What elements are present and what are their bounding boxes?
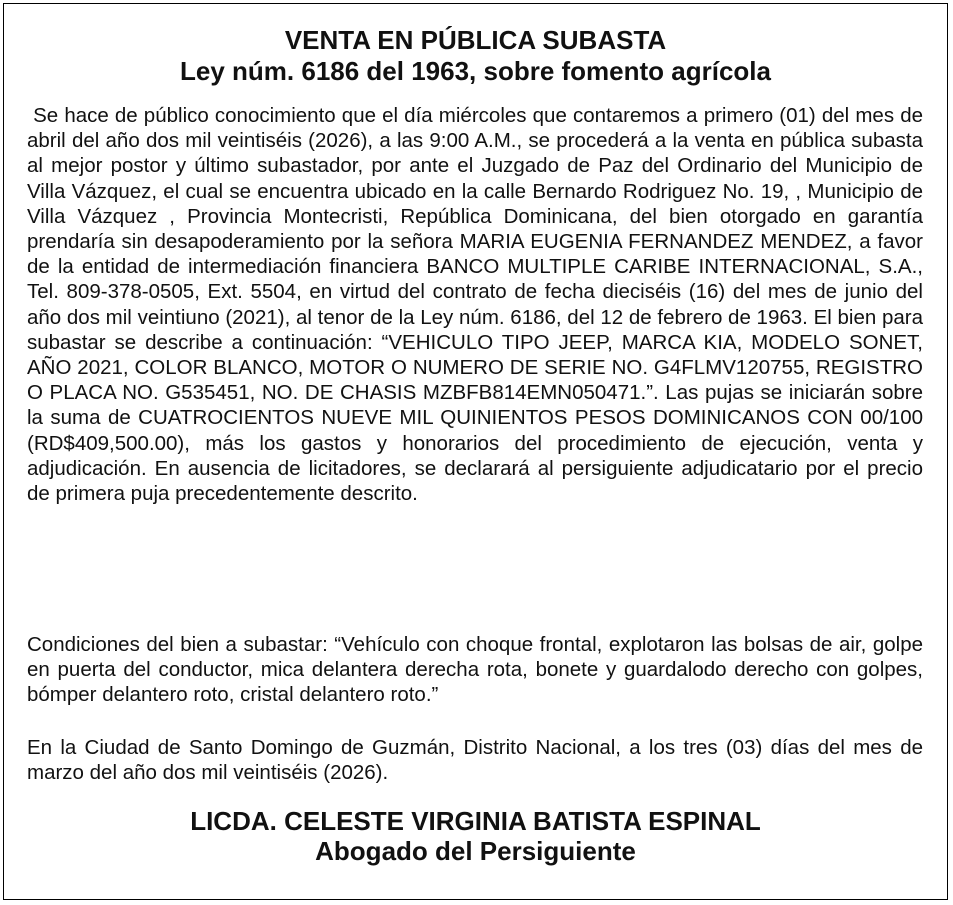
body-paragraph: Se hace de público conocimiento que el día miércoles que contaremos a primero (01) del mes de abril del año dos mil veintiséis (2026), a las 9:00 A.M., se procederá a la venta en pública subasta al mejor postor y último subastador, por ante el Juzgado de Paz del Ordinario del Municipio de Villa Vázquez, el cual se encuentra ubicado en la calle Bernardo Rodriguez No. 19, , Municipio de Villa Vázquez , Provincia Montecristi, República Dominicana, del bien otorgado en garantía prendaría sin desapoderamiento por la señora MARIA EUGENIA FERNANDEZ MENDEZ, a favor de la entidad de intermediación financiera BANCO MULTIPLE CARIBE INTERNACIONAL, S.A., Tel. 809-378-0505, Ext. 5504, en virtud del contrato de fecha dieciséis (16) del mes de junio del año dos mil veintiuno (2021), al tenor de la Ley núm. 6186, del 12 de febrero de 1963. El bien para subastar se describe a continuación: “VEHICULO TIPO JEEP, MARCA KIA, MODELO SONET, AÑO 2021, COLOR BLANCO, MOTOR O NUMERO DE SERIE NO. G4FLMV120755, REGISTRO O PLACA NO. G535451, NO. DE CHASIS MZBFB814EMN050471.”. Las pujas se iniciarán sobre la suma de CUATROCIENTOS NUEVE MIL QUINIENTOS PESOS DOMINICANOS CON 00/100 (RD$409,500.00), más los gastos y honorarios del procedimiento de ejecución, venta y adjudicación. En ausencia de licitadores, se declarará al persiguiente adjudicatario por el precio de primera puja precedentemente descrito. xyxy=(27,104,929,506)
closing-paragraph: En la Ciudad de Santo Domingo de Guzmán, Distrito Nacional, a los tres (03) días del mes de marzo del año dos mil veintiséis (2026). xyxy=(27,736,923,785)
signer-name: LICDA. CELESTE VIRGINIA BATISTA ESPINAL xyxy=(190,806,761,836)
legal-notice xyxy=(3,3,948,900)
notice-subtitle: Ley núm. 6186 del 1963, sobre fomento agrícola xyxy=(180,56,771,86)
signer-role: Abogado del Persiguiente xyxy=(315,836,636,866)
conditions-paragraph: Condiciones del bien a subastar: “Vehículo con choque frontal, explotaron las bolsas de air, golpe en puerta del conductor, mica delantera derecha rota, bonete y guardalodo derecho con golpes, bómper delantero roto, cristal delantero roto.” xyxy=(27,633,923,707)
notice-title: VENTA EN PÚBLICA SUBASTA xyxy=(284,25,667,55)
